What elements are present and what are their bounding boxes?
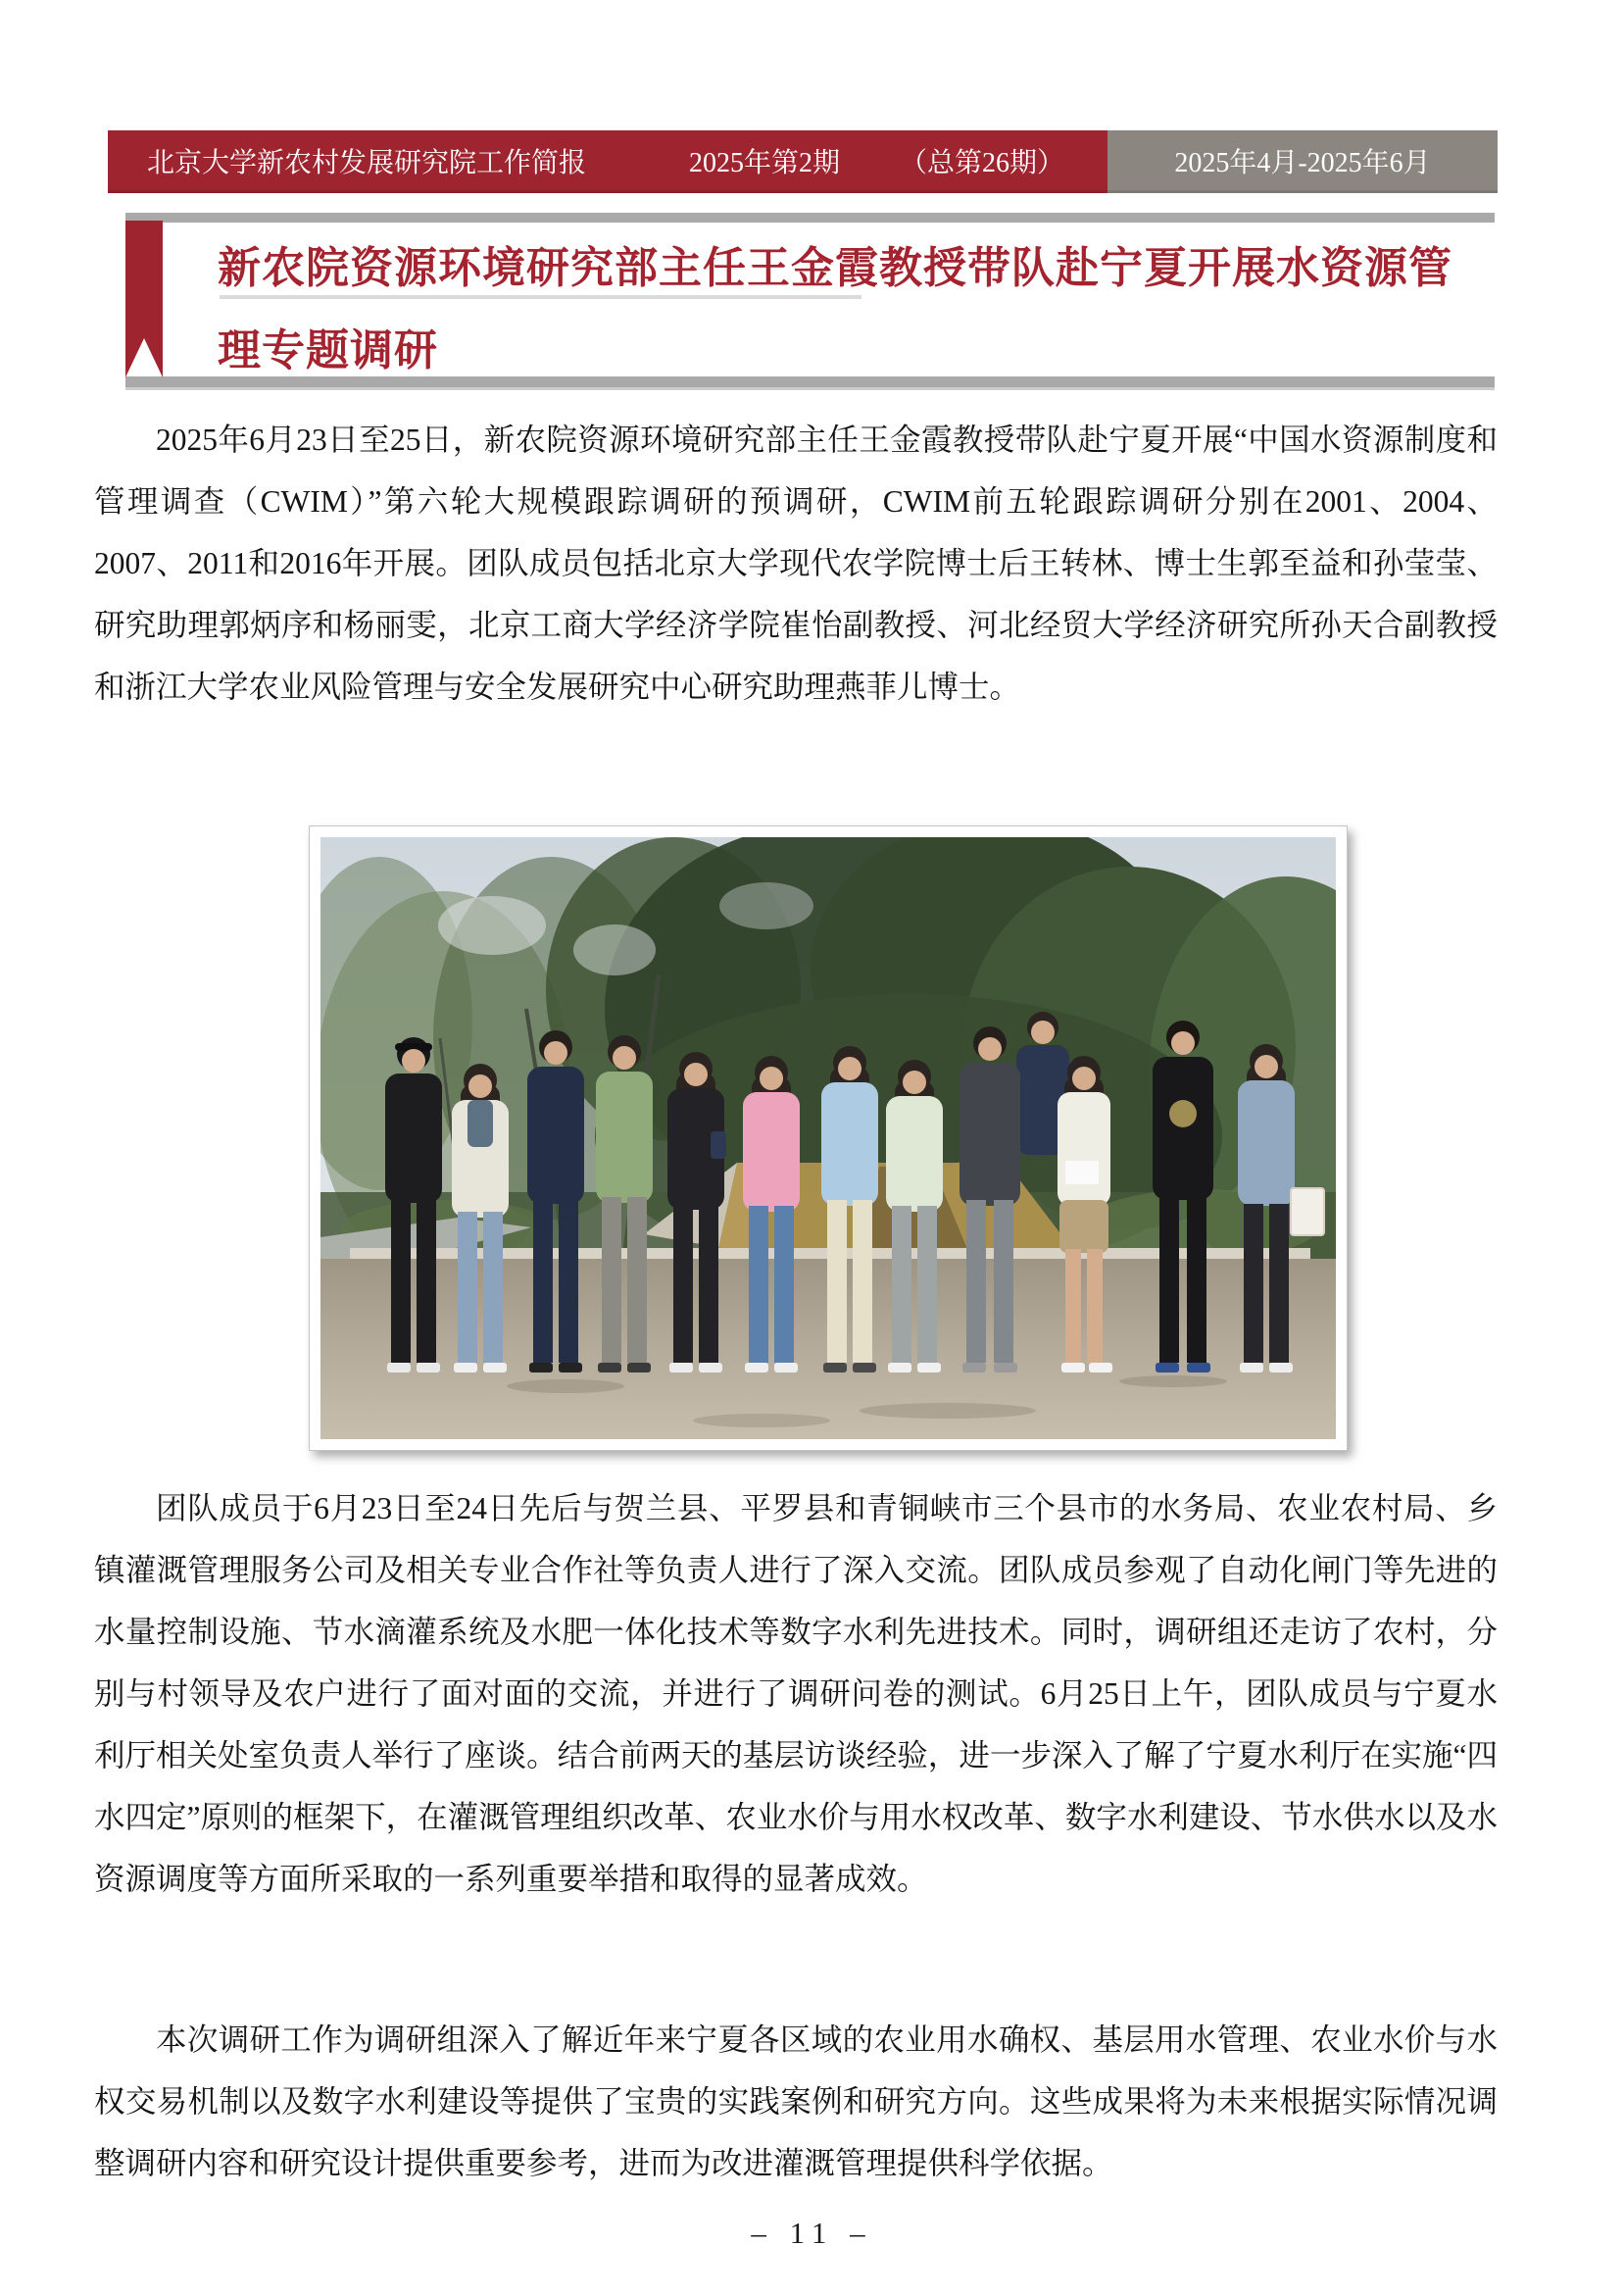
paragraph-3: 本次调研工作为调研组深入了解近年来宁夏各区域的农业用水确权、基层用水管理、农业水价与水权交易机制以及数字水利建设等提供了宝贵的实践案例和研究方向。这些成果将为未来根据实际情况调整调研内容和研究设计提供重要参考，进而为改进灌溉管理提供科学依据。 [94,2022,1498,2180]
group-photo-image [320,837,1336,1439]
issue-total-label: （总第26期） [899,147,1064,178]
issue-group [689,141,1064,180]
article-title: 新农院资源环境研究部主任王金霞教授带队赴宁夏开展水资源管理专题调研 [218,244,1452,374]
paragraph-2: 团队成员于6月23日至24日先后与贺兰县、平罗县和青铜峡市三个县市的水务局、农业农村局、乡镇灌溉管理服务公司及相关专业合作社等负责人进行了深入交流。团队成员参观了自动化闸门等先进的水量控制设施、节水滴灌系统及水肥一体化技术等数字水利先进技术。同时，调研组还走访了农村，分别与村领导及农户进行了面对面的交流，并进行了调研问卷的测试。6月25日上午，团队成员与宁夏水利厅相关处室负责人举行了座谈。结合前两天的基层访谈经验，进一步深入了解了宁夏水利厅在实施“四水四定”原则的框架下，在灌溉管理组织改革、农业水价与用水权改革、数字水利建设、节水供水以及水资源调度等方面所采取的一系列重要举措和取得的显著成效。 [94,1491,1498,1896]
date-range: 2025年4月-2025年6月 [1174,147,1431,178]
bulletin-title: 北京大学新农村发展研究院工作简报 [147,147,587,178]
group-photo-frame [309,825,1348,1451]
masthead-gray-band [1107,130,1498,193]
masthead-red-band [108,130,1107,193]
title-top-bar [125,213,1495,223]
ribbon-bookmark-icon [125,221,163,377]
page-number: – 11 – [751,2216,873,2250]
paragraph-1: 2025年6月23日至25日，新农院资源环境研究部主任王金霞教授带队赴宁夏开展“中国水资源制度和管理调查（CWIM）”第六轮大规模跟踪调研的预调研，CWIM前五轮跟踪调研分别在2001、2004、2007、2011和2016年开展。团队成员包括北京大学现代农学院博士后王转林、博士生郭至益和孙莹莹、研究助理郭炳序和杨丽雯，北京工商大学经济学院崔怡副教授、河北经贸大学经济研究所孙天合副教授和浙江大学农业风险管理与安全发展研究中心研究助理燕菲儿博士。 [94,423,1498,704]
masthead [108,130,1498,193]
issue-label: 2025年第2期 [688,147,840,178]
